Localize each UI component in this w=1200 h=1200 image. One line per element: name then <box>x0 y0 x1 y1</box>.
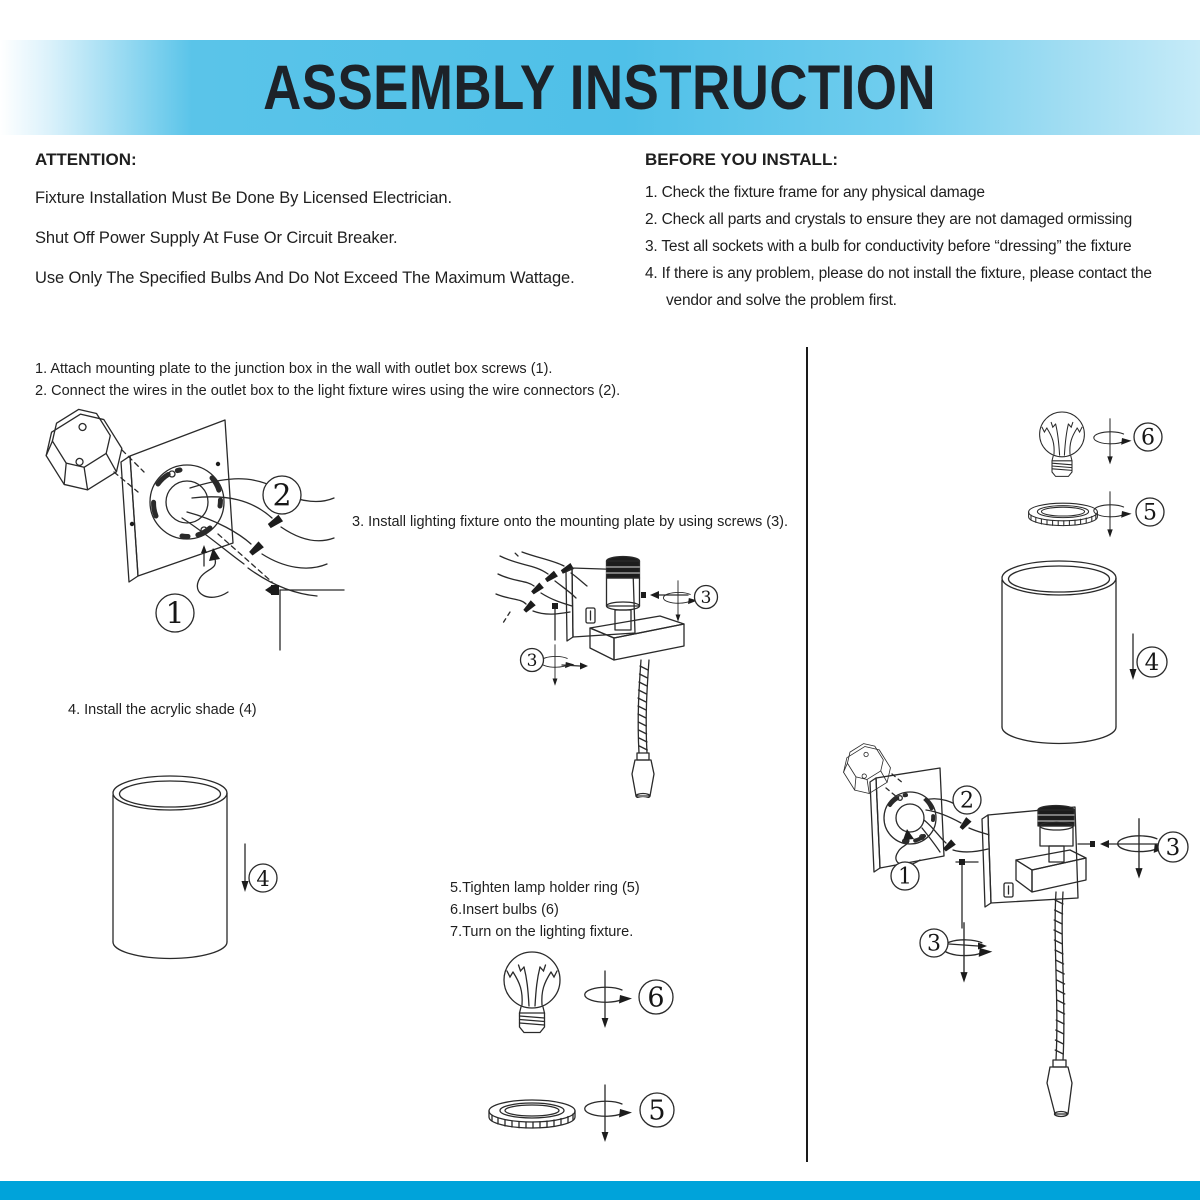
attention-line: Shut Off Power Supply At Fuse Or Circuit Breaker. <box>35 229 398 247</box>
acrylic-shade-diagram <box>100 768 300 973</box>
junction-box-icon <box>34 401 130 499</box>
mounting-plate-diagram <box>22 394 347 652</box>
attention-heading: ATTENTION: <box>35 150 137 169</box>
shade-icon <box>113 776 227 959</box>
svg-text:2: 2 <box>960 788 974 814</box>
rotate-right-group <box>1078 819 1188 879</box>
lamp-socket-icon <box>1038 806 1074 863</box>
fixture-arm-icon <box>1016 850 1086 892</box>
header-band <box>0 40 1200 135</box>
rotate-left-group <box>521 603 589 686</box>
rotate-arrow-icon <box>896 829 920 865</box>
callout-3: 3 <box>1165 835 1181 861</box>
rotation-arrow-icon <box>1094 492 1132 538</box>
callout-1 <box>891 862 919 890</box>
bulb-and-ring-diagram-right <box>1020 398 1195 538</box>
steps-5-7-text <box>450 877 710 943</box>
callout-3: 3 <box>927 931 941 957</box>
svg-text:4: 4 <box>1144 650 1160 676</box>
rotation-arrow-icon <box>1094 419 1132 465</box>
step-2-text: 2. Connect the wires in the outlet box to the light fixture wires using the wire connectors (2). <box>35 383 621 399</box>
callout-1 <box>156 594 194 632</box>
step-1-text: 1. Attach mounting plate to the junction box in the wall with outlet box screws (1). <box>35 361 553 377</box>
bulb-icon <box>504 952 560 1033</box>
step-6-text: 6.Insert bulbs (6) <box>450 902 559 918</box>
callout-5 <box>1136 498 1164 526</box>
callout-6 <box>1134 423 1162 451</box>
before-install-item: 4. If there is any problem, please do not install the fixture, please contact the vendor and solve the problem first. <box>645 265 1152 309</box>
callout-2 <box>953 786 981 814</box>
shade-icon <box>1002 561 1116 744</box>
step-3-text: 3. Install lighting fixture onto the mounting plate by using screws (3). <box>352 514 789 530</box>
svg-text:6: 6 <box>647 982 665 1014</box>
callout-4 <box>249 864 277 892</box>
step-4-text: 4. Install the acrylic shade (4) <box>68 702 257 718</box>
svg-text:4: 4 <box>256 867 270 891</box>
fixture-install-diagram <box>492 548 797 798</box>
rotate-right-group <box>641 581 718 622</box>
mounting-ring-icon <box>150 465 224 539</box>
svg-text:5: 5 <box>648 1095 666 1127</box>
bulb-and-ring-diagram <box>480 945 705 1157</box>
fixture-arm-icon <box>590 616 684 660</box>
full-assembly-diagram <box>828 740 1200 1140</box>
callout-3: 3 <box>700 588 712 608</box>
svg-text:6: 6 <box>1141 425 1155 451</box>
svg-text:1: 1 <box>165 596 185 632</box>
rotation-arrow-icon <box>585 971 632 1028</box>
attention-line: Use Only The Specified Bulbs And Do Not Exceed The Maximum Wattage. <box>35 269 575 287</box>
rotation-arrow-icon <box>585 1085 632 1142</box>
gooseneck-icon <box>632 660 654 798</box>
rotate-arrow-icon <box>197 545 228 597</box>
wires <box>182 479 334 596</box>
ring-icon <box>1029 503 1098 525</box>
before-install-item: 2. Check all parts and crystals to ensure they are not damaged ormissing <box>645 211 1133 228</box>
callout-4 <box>1137 647 1167 677</box>
before-install-heading: BEFORE YOU INSTALL: <box>645 150 838 169</box>
before-install-item: 1. Check the fixture frame for any physical damage <box>645 184 985 201</box>
footer-accent-bar <box>0 1181 1200 1200</box>
attention-line: Fixture Installation Must Be Done By Licensed Electrician. <box>35 189 452 207</box>
callout-3: 3 <box>526 651 538 671</box>
attention-section <box>35 150 625 298</box>
junction-box-icon <box>836 740 896 799</box>
callout-5 <box>640 1093 674 1127</box>
before-install-section <box>645 150 1190 314</box>
svg-text:1: 1 <box>898 864 912 890</box>
rotate-left-group <box>920 859 992 983</box>
callout-2 <box>263 476 301 514</box>
ring-icon <box>489 1100 575 1128</box>
step-5-text: 5.Tighten lamp holder ring (5) <box>450 880 640 896</box>
svg-text:2: 2 <box>272 478 292 514</box>
callout-6 <box>639 980 673 1014</box>
column-divider <box>806 347 808 1162</box>
step-7-text: 7.Turn on the lighting fixture. <box>450 924 634 940</box>
bulb-icon <box>1040 412 1085 476</box>
before-install-item: 3. Test all sockets with a bulb for conductivity before “dressing” the fixture <box>645 238 1132 255</box>
page-title: ASSEMBLY INSTRUCTION <box>263 52 937 123</box>
gooseneck-icon <box>1047 892 1072 1117</box>
svg-text:5: 5 <box>1143 500 1157 526</box>
acrylic-shade-diagram-right <box>985 552 1195 757</box>
wires <box>496 551 587 623</box>
